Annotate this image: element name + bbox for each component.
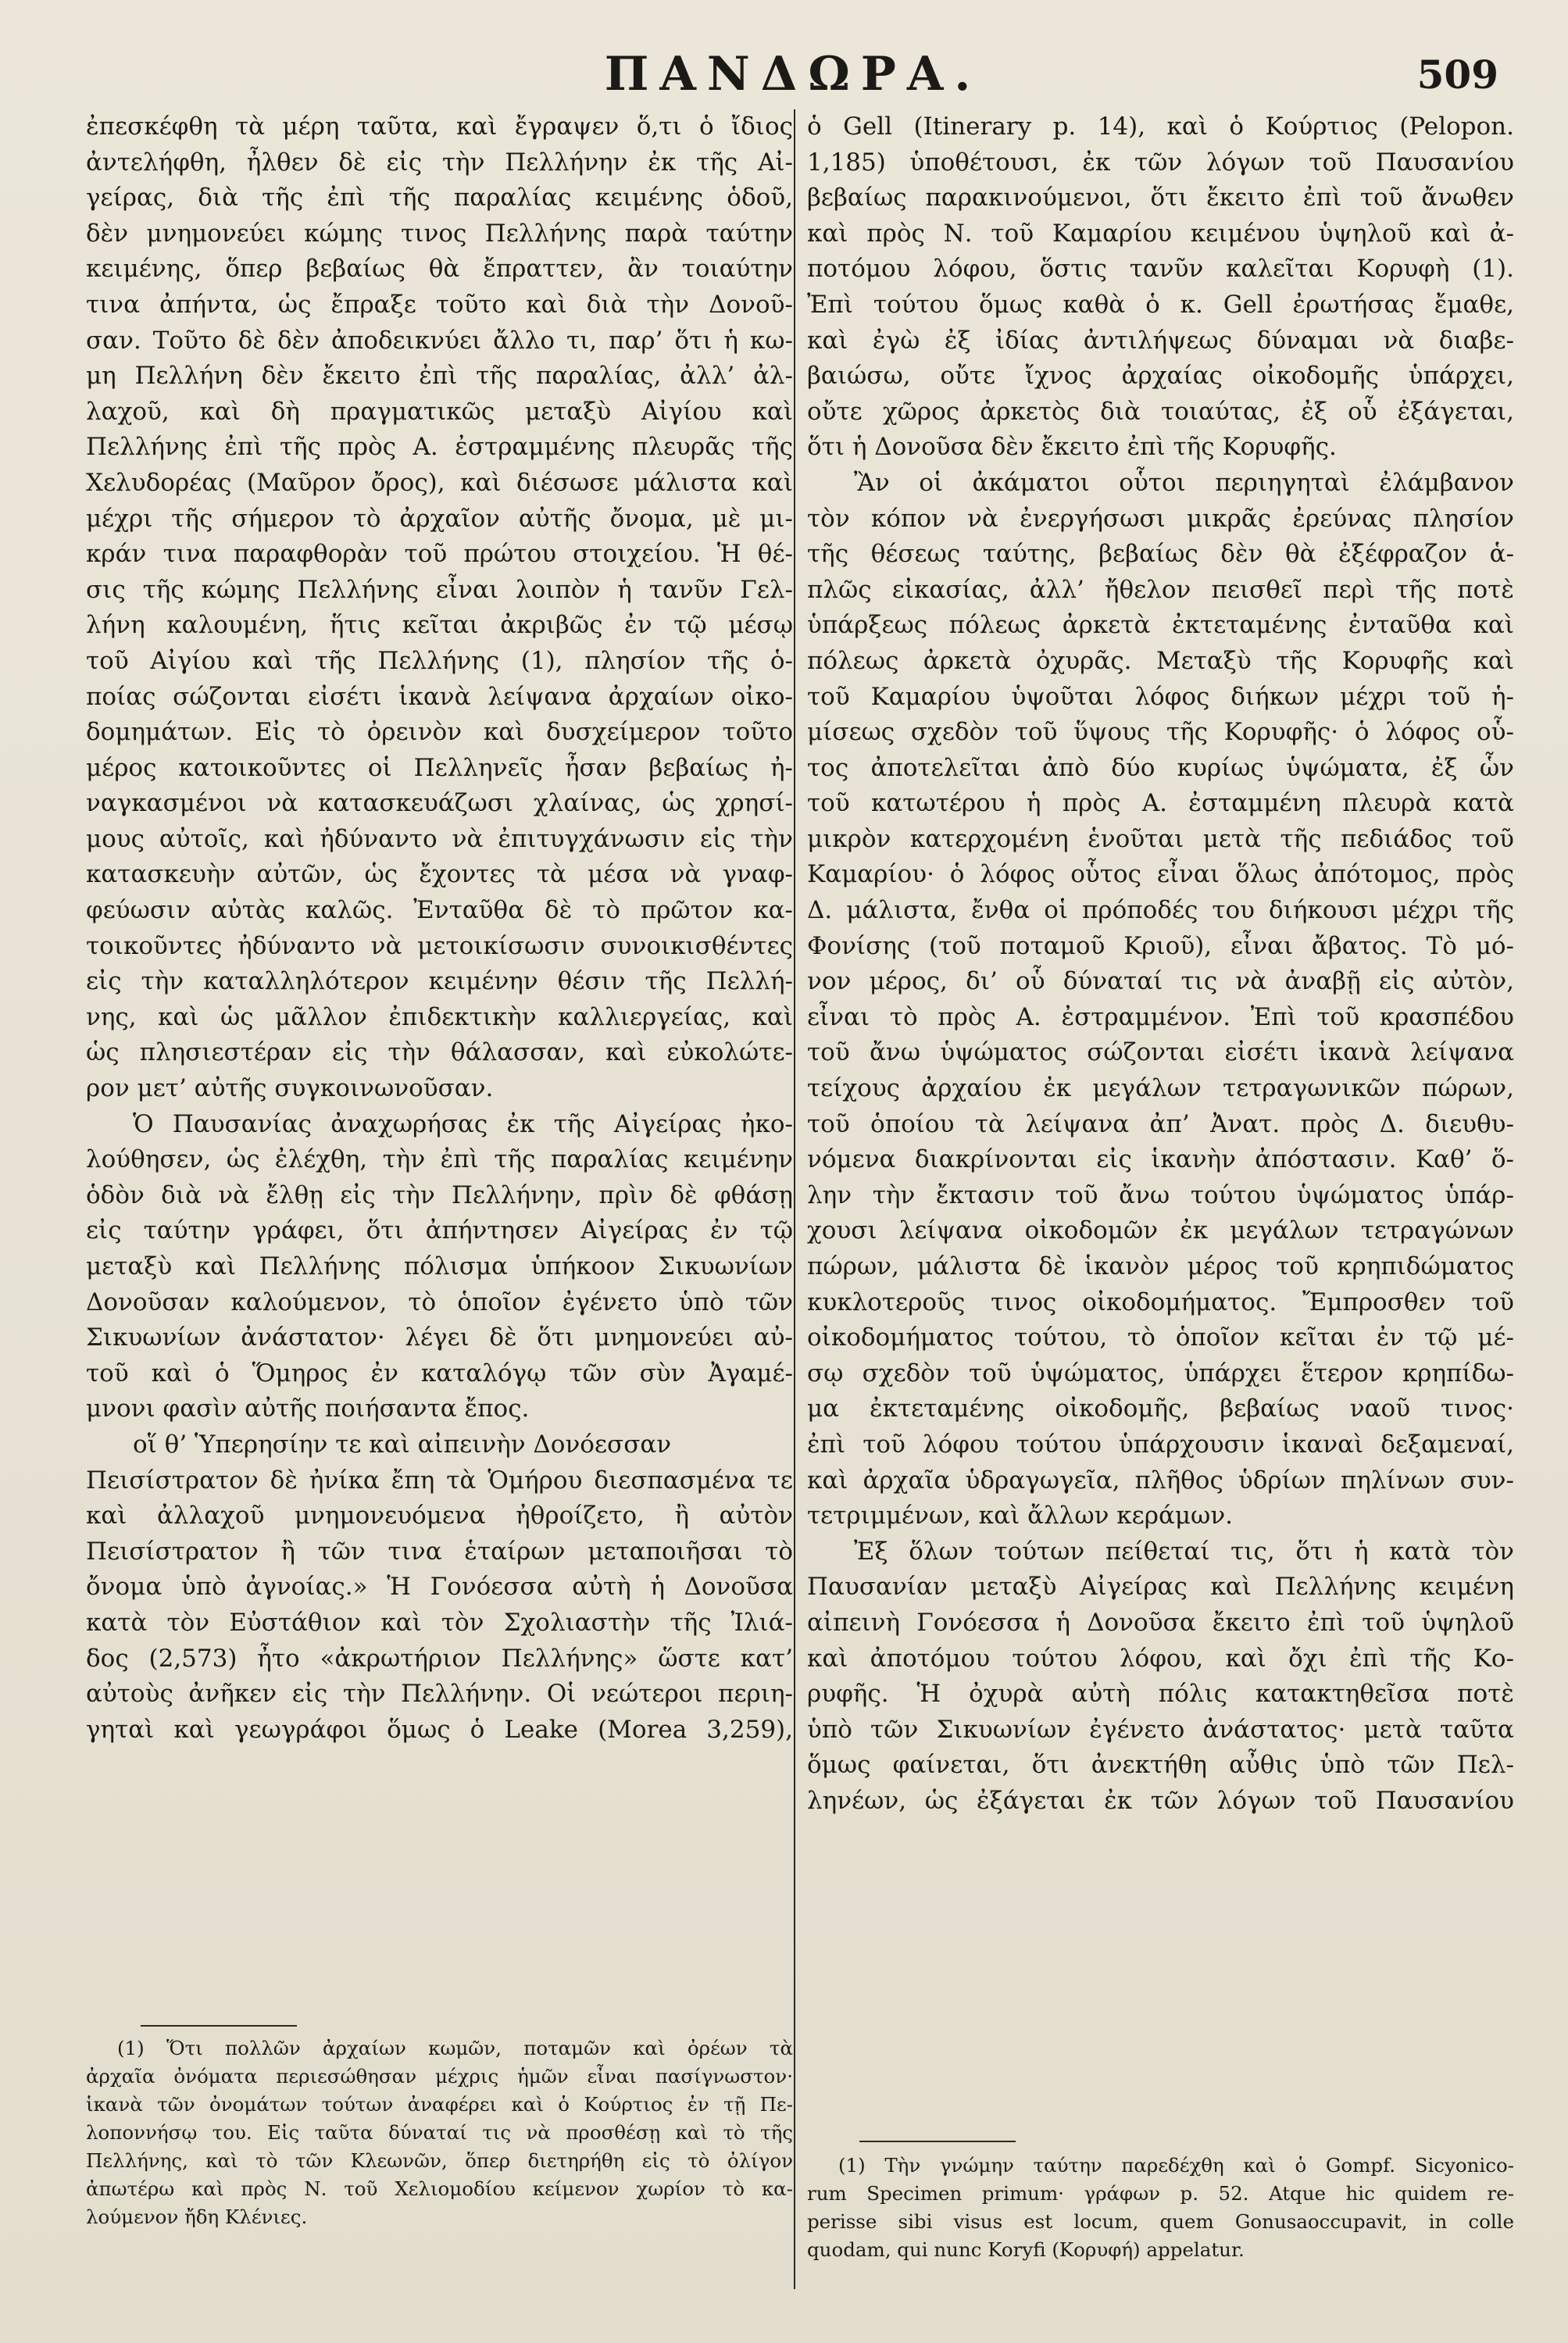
text-line: ρον μετ’ αὐτῆς συγκοινωνοῦσαν. xyxy=(86,1074,494,1103)
left-footnote-rule xyxy=(141,2025,297,2027)
text-line: βεβαίως παρακινούμενοι, ὅτι ἔκειτο ἐπὶ τοῦ ἄνωθεν xyxy=(807,184,1514,213)
text-line: ποτόμου λόφου, ὅστις τανῦν καλεῖται Κορυφὴ (1). xyxy=(807,255,1514,284)
page-number: 509 xyxy=(1416,52,1498,98)
text-line: νόμενα διακρίνονται εἰς ἱκανὴν ἀπόστασιν. Καθ’ ὅ- xyxy=(807,1145,1514,1174)
text-line: Πελλήνης ἐπὶ τῆς πρὸς Α. ἐστραμμένης πλευρᾶς τῆς xyxy=(86,433,793,462)
text-line: Πεισίστρατον δὲ ἠνίκα ἔπη τὰ Ὁμήρου διεσπασμένα τε xyxy=(86,1466,793,1495)
text-line: Χελυδορέας (Μαῦρον ὄρος), καὶ διέσωσε μάλιστα καὶ xyxy=(86,468,793,497)
text-line: Καμαρίου· ὁ λόφος οὗτος εἶναι ὅλως ἀπότομος, πρὸς xyxy=(807,860,1514,889)
footnote-line: (1) Ὅτι πολλῶν ἀρχαίων κωμῶν, ποταμῶν καὶ ὀρέων τὰ xyxy=(117,2037,793,2059)
text-line: τοῦ Καμαρίου ὑψοῦται λόφος διήκων μέχρι τοῦ ἡ- xyxy=(807,682,1514,711)
text-line: τὸν κόπον νὰ ἐνεργήσωσι μικρᾶς ἐρεύνας πλησίον xyxy=(807,504,1514,533)
text-line: Δονοῦσαν καλούμενον, τὸ ὁποῖον ἐγένετο ὑπὸ τῶν xyxy=(86,1288,793,1316)
right-column-text xyxy=(807,109,1514,1820)
text-line: οἰκοδομήματος τούτου, τὸ ὁποῖον κεῖται ἐν τῷ μέ- xyxy=(807,1323,1514,1352)
text-line: λην τὴν ἔκτασιν τοῦ ἄνω τούτου ὑψώματος ὑπάρ- xyxy=(807,1180,1514,1209)
text-line: κειμένης, ὅπερ βεβαίως θὰ ἔπραττεν, ἂν τοιαύτην xyxy=(86,255,793,284)
text-line: ὁδὸν διὰ νὰ ἔλθῃ εἰς τὴν Πελλήνην, πρὶν δὲ φθάσῃ xyxy=(86,1180,793,1209)
text-line: κατασκευὴν αὐτῶν, ὡς ἔχοντες τὰ μέσα νὰ γναφ- xyxy=(86,860,793,889)
text-line: ὅτι ἡ Δονοῦσα δὲν ἔκειτο ἐπὶ τῆς Κορυφῆς. xyxy=(807,433,1337,462)
text-line: τείχους ἀρχαίου ἐκ μεγάλων τετραγωνικῶν πώρων, xyxy=(807,1074,1514,1103)
text-line: τος ἀποτελεῖται ἀπὸ δύο κυρίως ὑψώματα, ἐξ ὧν xyxy=(807,753,1514,782)
text-line: κατὰ τὸν Εὐστάθιον καὶ τὸν Σχολιαστὴν τῆς Ἰλιά- xyxy=(86,1608,793,1637)
footnote-line: λοποννήσῳ του. Εἰς ταῦτα δύναταί τις νὰ προσθέσῃ καὶ τὸ τῆς xyxy=(86,2121,793,2144)
text-line: κράν τινα παραφθορὰν τοῦ πρώτου στοιχείου. Ἡ θέ- xyxy=(86,540,793,569)
text-line: ἐπεσκέφθη τὰ μέρη ταῦτα, καὶ ἔγραψεν ὅ,τι ὁ ἴδιος xyxy=(86,113,793,141)
footnote-line: quodam, qui nunc Koryfi (Κορυφή) appelatur. xyxy=(807,2238,1245,2261)
right-footnote-rule xyxy=(859,2141,1016,2142)
text-line: τοῦ ὁποίου τὰ λείψανα ἀπ’ Ἀνατ. πρὸς Δ. διευθυ- xyxy=(807,1109,1514,1138)
text-line: μη Πελλήνη δὲν ἔκειτο ἐπὶ τῆς παραλίας, ἀλλ’ ἀλ- xyxy=(86,362,793,391)
text-line: εἰς ταύτην γράφει, ὅτι ἀπήντησεν Αἰγείρας ἐν τῷ xyxy=(86,1216,793,1245)
text-line: χουσι λείψανα οἰκοδομῶν ἐκ μεγάλων τετραγώνων xyxy=(807,1216,1514,1245)
footnote-line: Πελλήνης, καὶ τὸ τῶν Κλεωνῶν, ὅπερ διετηρήθη εἰς τὸ ὀλίγον xyxy=(86,2149,793,2172)
text-line: ποίας σώζονται εἰσέτι ἱκανὰ λείψανα ἀρχαίων οἰκο- xyxy=(86,682,793,711)
text-line: νον μέρος, δι’ οὗ δύναταί τις νὰ ἀναβῇ εἰς αὐτὸν, xyxy=(807,967,1514,996)
text-line: καὶ ἀρχαῖα ὑδραγωγεῖα, πλῆθος ὑδρίων πηλίνων συν- xyxy=(807,1466,1514,1495)
text-line: ὡς πλησιεστέραν εἰς τὴν θάλασσαν, καὶ εὐκολώτε- xyxy=(86,1038,793,1067)
text-line: ὄνομα ὑπὸ ἀγνοίας.» Ἡ Γονόεσσα αὐτὴ ἡ Δονοῦσα xyxy=(86,1573,793,1602)
text-line: δος (2,573) ἦτο «ἀκρωτήριον Πελλήνης» ὥστε κατ’ xyxy=(86,1644,793,1673)
text-line: νης, καὶ ὡς μᾶλλον ἐπιδεκτικὴν καλλιεργείας, καὶ xyxy=(86,1002,793,1031)
text-line: καὶ ἀλλαχοῦ μνημονευόμενα ἠθροίζετο, ἢ αὐτὸν xyxy=(86,1502,793,1530)
text-line: πλῶς εἰκασίας, ἀλλ’ ἤθελον πεισθεῖ περὶ τῆς ποτὲ xyxy=(807,575,1514,604)
text-line: εἶναι τὸ πρὸς Α. ἐστραμμένον. Ἐπὶ τοῦ κρασπέδου xyxy=(807,1002,1514,1031)
text-line: ληνέων, ὡς ἐξάγεται ἐκ τῶν λόγων τοῦ Παυσανίου xyxy=(807,1786,1514,1815)
text-line: πόλεως ἀρκετὰ ὀχυρᾶς. Μεταξὺ τῆς Κορυφῆς καὶ xyxy=(807,646,1514,675)
footnote-line: rum Specimen primum· γράφων p. 52. Atque hic quidem re- xyxy=(807,2182,1514,2205)
text-line: Φονίσης (τοῦ ποταμοῦ Κριοῦ), εἶναι ἄβατος. Τὸ μό- xyxy=(807,931,1514,960)
text-line: ρυφῆς. Ἡ ὀχυρὰ αὐτὴ πόλις κατακτηθεῖσα ποτὲ xyxy=(807,1680,1514,1709)
text-line: ἐπὶ τοῦ λόφου τούτου ὑπάρχουσιν ἱκαναὶ δεξαμεναί, xyxy=(807,1430,1514,1459)
text-line: ὅμως φαίνεται, ὅτι ἀνεκτήθη αὖθις ὑπὸ τῶν Πελ- xyxy=(807,1751,1514,1780)
text-line: ὁ Gell (Itinerary p. 14), καὶ ὁ Κούρτιος (Pelopon. xyxy=(807,113,1514,141)
text-line: λήνη καλουμένη, ἥτις κεῖται ἀκριβῶς ἐν τῷ μέσῳ xyxy=(86,611,793,640)
right-footnote xyxy=(807,2152,1514,2264)
column-divider xyxy=(794,109,795,2289)
text-line: μέχρι τῆς σήμερον τὸ ἀρχαῖον αὐτῆς ὄνομα, μὲ μι- xyxy=(86,504,793,533)
text-line: τετριμμένων, καὶ ἄλλων κεράμων. xyxy=(807,1502,1234,1530)
text-line: μα ἐκτεταμένης οἰκοδομῆς, βεβαίως ναοῦ τινος· xyxy=(807,1395,1514,1423)
text-line: ὑπάρξεως πόλεως ἀρκετὰ ἐκτεταμένης ἐνταῦθα καὶ xyxy=(807,611,1514,640)
text-line: ναγκασμένοι νὰ κατασκευάζωσι χλαίνας, ὡς χρησί- xyxy=(86,789,793,818)
text-line: βαιώσω, οὔτε ἴχνος ἀρχαίας οἰκοδομῆς ὑπάρχει, xyxy=(807,362,1514,391)
left-footnote xyxy=(86,2034,793,2231)
text-line: σαν. Τοῦτο δὲ δὲν ἀποδεικνύει ἄλλο τι, παρ’ ὅτι ἡ κω- xyxy=(86,326,793,355)
text-line: αὐτοὺς ἀνῆκεν εἰς τὴν Πελλήνην. Οἱ νεώτεροι περιη- xyxy=(86,1680,793,1709)
text-line: πώρων, μάλιστα δὲ ἱκανὸν μέρος τοῦ κρηπιδώματος xyxy=(807,1252,1514,1280)
text-line: οὔτε χῶρος ἀρκετὸς διὰ τοιαύτας, ἐξ οὗ ἐξάγεται, xyxy=(807,397,1514,426)
footnote-line: ἱκανὰ τῶν ὀνομάτων τούτων ἀναφέρει καὶ ὁ Κούρτιος ἐν τῇ Πε- xyxy=(86,2093,793,2116)
text-line: λούθησεν, ὡς ἐλέχθη, τὴν ἐπὶ τῆς παραλίας κειμένην xyxy=(86,1145,793,1174)
text-line: ἀντελήφθη, ἦλθεν δὲ εἰς τὴν Πελλήνην ἐκ τῆς Αἰ- xyxy=(86,148,793,177)
text-line: δὲν μνημονεύει κώμης τινος Πελλήνης παρὰ ταύτην xyxy=(86,219,793,248)
text-line: μους αὐτοῖς, καὶ ἠδύναντο νὰ ἐπιτυγχάνωσιν εἰς τὴν xyxy=(86,824,793,853)
text-line: μεταξὺ καὶ Πελλήνης πόλισμα ὑπήκοον Σικυωνίων xyxy=(86,1252,793,1280)
text-line: τῆς θέσεως ταύτης, βεβαίως δὲν θὰ ἐξέφραζον ἁ- xyxy=(807,540,1514,569)
text-line: κυκλοτεροῦς τινος οἰκοδομήματος. Ἔμπροσθεν τοῦ xyxy=(807,1288,1514,1316)
text-line: γείρας, διὰ τῆς ἐπὶ τῆς παραλίας κειμένης ὁδοῦ, xyxy=(86,184,793,213)
text-line: εἰς τὴν καταλληλότερον κειμένην θέσιν τῆς Πελλή- xyxy=(86,967,793,996)
text-line: Παυσανίαν μεταξὺ Αἰγείρας καὶ Πελλήνης κειμένη xyxy=(807,1573,1514,1602)
text-line: αἰπεινὴ Γονόεσσα ἡ Δονοῦσα ἔκειτο ἐπὶ τοῦ ὑψηλοῦ xyxy=(807,1608,1514,1637)
text-line: λαχοῦ, καὶ δὴ πραγματικῶς μεταξὺ Αἰγίου καὶ xyxy=(86,397,793,426)
text-line: Πεισίστρατον ἢ τῶν τινα ἑταίρων μεταποιῆσαι τὸ xyxy=(86,1537,793,1566)
footnote-line: (1) Τὴν γνώμην ταύτην παρεδέχθη καὶ ὁ Gompf. Sicyonico- xyxy=(838,2154,1514,2177)
text-line: Ἐξ ὅλων τούτων πείθεταί τις, ὅτι ἡ κατὰ τὸν xyxy=(854,1537,1514,1566)
text-line: καὶ ἐγὼ ἐξ ἰδίας ἀντιλήψεως δύναμαι νὰ διαβε- xyxy=(807,326,1514,355)
footnote-line: perisse sibi visus est locum, quem Gonusaoccupavit, in colle xyxy=(807,2210,1514,2233)
text-line: γηταὶ καὶ γεωγράφοι ὅμως ὁ Leake (Morea 3,259), xyxy=(86,1715,793,1744)
running-title: ΠΑΝΔΩΡΑ. xyxy=(604,47,982,102)
text-line: μίσεως σχεδὸν τοῦ ὕψους τῆς Κορυφῆς· ὁ λόφος οὗ- xyxy=(807,718,1514,747)
text-line: Ὁ Παυσανίας ἀναχωρήσας ἐκ τῆς Αἰγείρας ἠκο- xyxy=(133,1109,793,1138)
footnote-line: ἀπωτέρω καὶ πρὸς Ν. τοῦ Χελιομοδίου κείμενον χωρίον τὸ κα- xyxy=(86,2177,793,2200)
footnote-line: ἀρχαῖα ὀνόματα περιεσώθησαν μέχρις ἡμῶν εἶναι πασίγνωστον· xyxy=(86,2065,793,2088)
text-line: φεύωσιν αὐτὰς καλῶς. Ἐνταῦθα δὲ τὸ πρῶτον κα- xyxy=(86,896,793,925)
text-line: μικρὸν κατερχομένη ἑνοῦται μετὰ τῆς πεδιάδος τοῦ xyxy=(807,824,1514,853)
text-line: τοῦ Αἰγίου καὶ τῆς Πελλήνης (1), πλησίον τῆς ὁ- xyxy=(86,646,793,675)
text-line: τοῦ καὶ ὁ Ὅμηρος ἐν καταλόγῳ τῶν σὺν Ἀγαμέ- xyxy=(86,1359,793,1388)
text-line: σῳ σχεδὸν τοῦ ὑψώματος, ὑπάρχει ἕτερον κρηπίδω- xyxy=(807,1359,1514,1388)
text-line: τοικοῦντες ἠδύναντο νὰ μετοικίσωσιν συνοικισθέντες xyxy=(86,931,793,960)
text-line: Δ. μάλιστα, ἔνθα οἱ πρόποδές του διήκουσι μέχρι τῆς xyxy=(807,896,1514,925)
text-line: Ἐπὶ τούτου ὅμως καθὰ ὁ κ. Gell ἐρωτήσας ἔμαθε, xyxy=(807,290,1514,319)
footnote-line: λούμενον ἤδη Κλένιες. xyxy=(86,2205,308,2228)
text-line: καὶ ἀποτόμου τούτου λόφου, καὶ ὄχι ἐπὶ τῆς Κο- xyxy=(807,1644,1514,1673)
page-header xyxy=(86,33,1500,103)
text-line: τινα ἀπήντα, ὡς ἔπραξε τοῦτο καὶ διὰ τὴν Δονοῦ- xyxy=(86,290,793,319)
text-line: τοῦ κατωτέρου ἡ πρὸς Α. ἐσταμμένη πλευρὰ κατὰ xyxy=(807,789,1514,818)
text-line: μέρος κατοικοῦντες οἱ Πελληνεῖς ἦσαν βεβαίως ἠ- xyxy=(86,753,793,782)
text-line: Ἂν οἱ ἀκάματοι οὗτοι περιηγηταὶ ἐλάμβανον xyxy=(854,468,1514,497)
text-line: καὶ πρὸς Ν. τοῦ Καμαρίου κειμένου ὑψηλοῦ καὶ ἀ- xyxy=(807,219,1514,248)
text-line: Σικυωνίων ἀνάστατον· λέγει δὲ ὅτι μνημονεύει αὐ- xyxy=(86,1323,793,1352)
text-line: μνονι φασὶν αὐτῆς ποιήσαντα ἔπος. xyxy=(86,1395,530,1423)
text-line: 1,185) ὑποθέτουσι, ἐκ τῶν λόγων τοῦ Παυσανίου xyxy=(807,148,1514,177)
text-line: οἵ θ’ Ὑπερησίην τε καὶ αἰπεινὴν Δονόεσσαν xyxy=(133,1430,672,1459)
text-line: σις τῆς κώμης Πελλήνης εἶναι λοιπὸν ἡ τανῦν Γελ- xyxy=(86,575,793,604)
text-line: τοῦ ἄνω ὑψώματος σώζονται εἰσέτι ἱκανὰ λείψανα xyxy=(807,1038,1514,1067)
left-column-text xyxy=(86,109,793,1748)
text-line: δομημάτων. Εἰς τὸ ὀρεινὸν καὶ δυσχείμερον τοῦτο xyxy=(86,718,793,747)
text-line: ὑπὸ τῶν Σικυωνίων ἐγένετο ἀνάστατος· μετὰ ταῦτα xyxy=(807,1715,1514,1744)
